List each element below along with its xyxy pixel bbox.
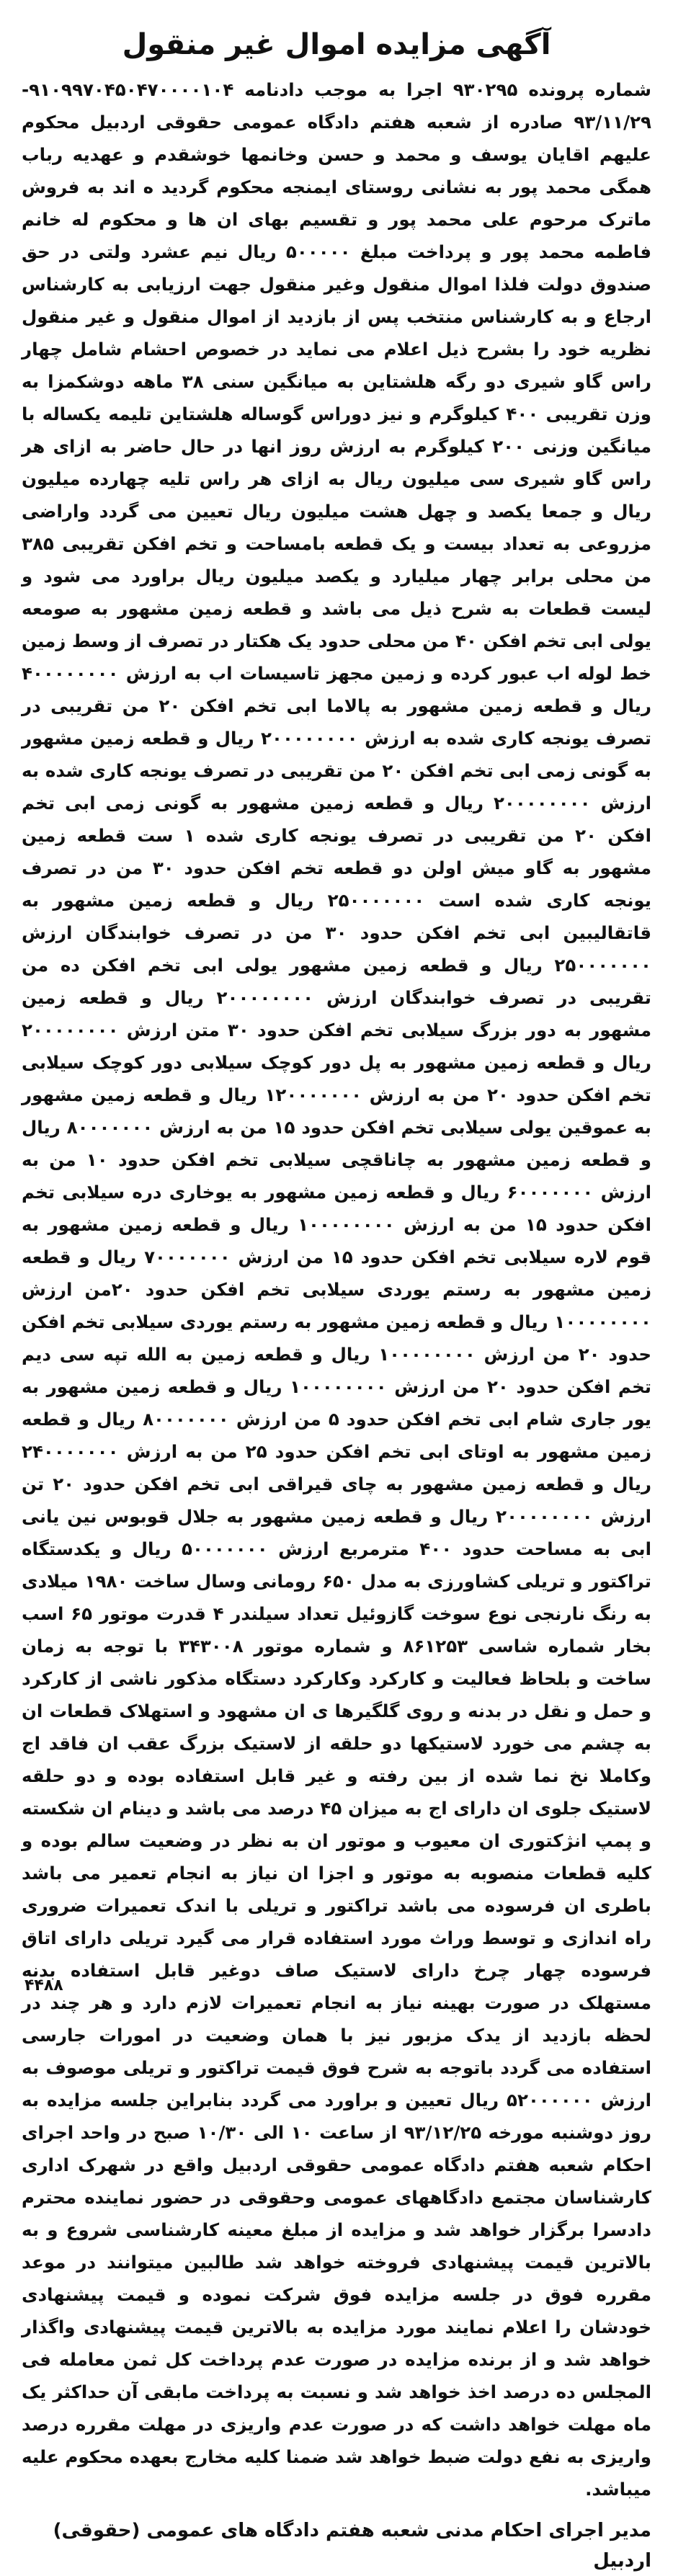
body-paragraph: شماره پرونده ۹۳۰۲۹۵ اجرا به موجب دادنامه ۹۱۰۹۹۷۰۴۵۰۴۷۰۰۰۰۱۰۴- ۹۳/۱۱/۲۹ صادره از شعبه هفتم دادگاه عمومی حقوقی اردبیل محکوم علیهم اقایان یوسف و محمد و حسن وخانمها خوشقدم و عهدیه رباب همگی محمد پور به نشانی روستای ایمنجه محکوم گردید ه اند به فروش ماترک مرحوم علی محمد پور و تقسیم بهای ان ها و محکوم له خانم فاطمه محمد پور و پرداخت مبلغ ۵۰۰۰۰۰ ریال نیم عشرد ولتی در حق صندوق دولت فلذا اموال منقول وغیر منقول جهت ارزیابی به کارشناس ارجاع و به کارشناس منتخب پس از بازدید از اموال منقول و غیر منقول نظریه خود را بشرح ذیل اعلام می نماید در خصوص احشام شامل چهار راس گاو شیری دو رگه هلشتاین به میانگین سنی ۳۸ ماهه دوشکمزا به وزن تقریبی ۴۰۰ کیلوگرم و نیز دوراس گوساله هلشتاین تلیمه یکساله با میانگین وزنی ۲۰۰ کیلوگرم به ارزش روز انها در حال حاضر به ازای هر راس گاو شیری سی میلیون ریال به ازای هر راس تلیه چهارده میلیون ریال و جمعا یکصد و چهل هشت میلیون ریال تعیین می گردد واراضی مزروعی به تعداد بیست و یک قطعه بامساحت و تخم افکن تقریبی ۳۸۵ من محلی برابر چهار میلیارد و یکصد میلیون ریال براورد می شود و لیست قطعات به شرح ذیل می باشد و قطعه زمین مشهور به صومعه یولی ابی تخم افکن ۴۰ من محلی حدود یک هکتار در تصرف از وسط زمین خط لوله اب عبور کرده و زمین مجهز تاسیسات اب به ارزش ۴۰۰۰۰۰۰۰۰ ریال و قطعه زمین مشهور به پالاما ابی تخم افکن ۲۰ من تقریبی در تصرف یونجه کاری شده به ارزش ۲۰۰۰۰۰۰۰۰ ریال و قطعه زمین مشهور به گونی زمی ابی تخم افکن ۲۰ من تقریبی در تصرف یونجه کاری شده به ارزش ۲۰۰۰۰۰۰۰۰ ریال و قطعه زمین مشهور به گونی زمی ابی تخم افکن ۲۰ من تقریبی در تصرف یونجه کاری شده ۱ ست قطعه زمین مشهور به گاو میش اولن دو قطعه تخم افکن حدود ۳۰ من در تصرف یونجه کاری شده است ۲۵۰۰۰۰۰۰۰ ریال و قطعه زمین مشهور به قاتقالیبین ابی تخم افکن حدود ۳۰ من در تصرف خوابندگان ارزش ۲۵۰۰۰۰۰۰۰ ریال و قطعه زمین مشهور یولی ابی تخم افکن ده من تقریبی در تصرف خوابندگان ارزش ۲۰۰۰۰۰۰۰۰ ریال و قطعه زمین مشهور به دور بزرگ سیلابی تخم افکن حدود ۳۰ متن ارزش ۲۰۰۰۰۰۰۰۰ ریال و قطعه زمین مشهور به پل دور کوچک سیلابی دور کوچک سیلابی تخم افکن حدود ۲۰ من به ارزش ۱۲۰۰۰۰۰۰۰ ریال و قطعه زمین مشهور به عموقین یولی سیلابی تخم افکن حدود ۱۵ من به ارزش ۸۰۰۰۰۰۰۰ ریال و قطعه زمین مشهور به چاناقچی سیلابی تخم افکن حدود ۱۰ من به ارزش ۶۰۰۰۰۰۰۰ ریال و قطعه زمین مشهور به یوخاری دره سیلابی تخم افکن حدود ۱۵ من به ارزش ۱۰۰۰۰۰۰۰۰ ریال و قطعه زمین مشهور به قوم لاره سیلابی تخم افکن حدود ۱۵ من ارزش ۷۰۰۰۰۰۰۰ ریال و قطعه زمین مشهور به رستم یوردی سیلابی تخم افکن حدود ۲۰من ارزش ۱۰۰۰۰۰۰۰۰ ریال و قطعه زمین مشهور به رستم یوردی سیلابی تخم افکن حدود ۲۰ من ارزش ۱۰۰۰۰۰۰۰۰ ریال و قطعه زمین به الله تپه سی دیم تخم افکن حدود ۲۰ من ارزش ۱۰۰۰۰۰۰۰۰ ریال و قطعه زمین مشهور به یور جاری شام ابی تخم افکن حدود ۵ من ارزش ۸۰۰۰۰۰۰۰ ریال و قطعه زمین مشهور به اوتای ابی تخم افکن حدود ۲۵ من به ارزش ۲۴۰۰۰۰۰۰۰ ریال و قطعه زمین مشهور به چای قیراقی ابی تخم افکن حدود ۲۰ تن ارزش ۲۰۰۰۰۰۰۰۰ ریال و قطعه زمین مشهور به جلال قوبوس نین یانی ابی به مساحت حدود ۴۰۰ مترمربع ارزش ۵۰۰۰۰۰۰۰ ریال و یکدستگاه تراکتور و تریلی کشاورزی به مدل ۶۵۰ رومانی وسال ساخت ۱۹۸۰ میلادی به رنگ نارنجی نوع سوخت گازوئیل تعداد سیلندر ۴ قدرت موتور ۶۵ اسب بخار شماره شاسی ۸۶۱۲۵۳ و شماره موتور ۳۴۳۰۰۸ با توجه به زمان ساخت و بلحاظ فعالیت و کارکرد وکارکرد دستگاه مذکور ناشی از کارکرد و حمل و نقل در بدنه و روی گلگیرها ی ان مشهود و استهلاک قطعات ان به چشم می خورد لاستیکها دو حلقه از لاستیک بزرگ عقب ان فاقد اج وکاملا نخ نما شده از بین رفته و غیر قابل استفاده بوده و دو حلقه لاستیک جلوی ان دارای اج به میزان ۴۵ درصد می باشد و دینام ان شکسته و پمپ انژکتوری ان معیوب و موتور ان به نظر در وضعیت سالم بوده و کلیه قطعات منصوبه به موتور و اجزا ان نیاز به انجام تعمیر می باشد باطری ان فرسوده می باشد تراکتور و تریلی با اندک تعمیرات ضروری راه اندازی و توسط وراث مورد استفاده قرار می گیرد تریلی دارای اتاق فرسوده چهار چرخ دارای لاستیک صاف دوغیر قابل استفاده بدنه مستهلک در صورت بهینه نیاز به انجام تعمیرات لازم دارد و هر چند در لحظه بازدید از یدک مزبور نیز با همان وضعیت در امورات جارسی استفاده می گردد باتوجه به شرح فوق قیمت تراکتور و تریلی موصوف به ارزش ۵۲۰۰۰۰۰۰ ریال تعیین و براورد می گردد بنابراین جلسه مزایده به روز دوشنبه مورخه ۹۳/۱۲/۲۵ از ساعت ۱۰ الی ۱۰/۳۰ صبح در واحد اجرای احکام شعبه هفتم دادگاه عمومی حقوقی اردبیل واقع در شهرک اداری کارشناسان مجتمع دادگاههای عمومی وحقوقی در حضور نماینده محترم دادسرا برگزار خواهد شد و مزایده از مبلغ معینه کارشناسی شروع و به بالاترین قیمت پیشنهادی فروخته خواهد شد طالبین میتوانند در موعد مقرره فوق در جلسه مزایده فوق شرکت نموده و قیمت پیشنهادی خودشان را اعلام نمایند مورد مزایده به بالاترین قیمت پیشنهادی واگذار خواهد شد و از برنده مزایده در صورت عدم پرداخت کل ثمن معامله فی المجلس ده درصد اخذ خواهد شد و نسبت به پرداخت مابقی آن حداکثر یک ماه مهلت خواهد داشت که در صورت عدم واریزی در مهلت مقرره درصد واریزی به نفع دولت ضبط خواهد شد ضمنا کلیه مخارج بعهده محکوم علیه میباشد.	[22, 79, 652, 2500]
signature-line: مدیر اجرای احکام مدنی شعبه هفتم دادگاه های عمومی (حقوقی) اردبیل	[53, 2520, 651, 2572]
document-title: آگهی مزایده اموال غیر منقول	[122, 28, 551, 61]
ad-number: ۴۴۸۸	[24, 1976, 63, 1995]
